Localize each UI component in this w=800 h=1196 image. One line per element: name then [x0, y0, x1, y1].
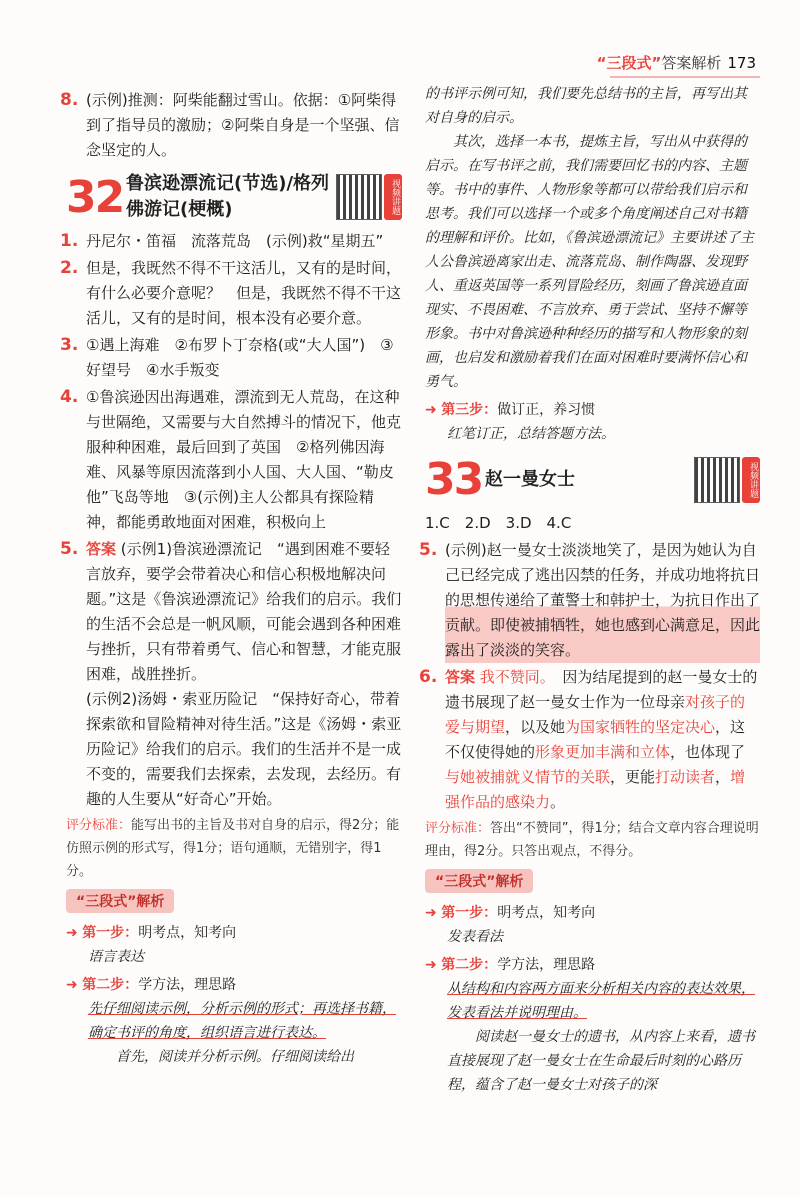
step-title: 明考点，知考向 [138, 925, 237, 941]
arrow-icon: ➜ [66, 925, 78, 941]
analysis-paragraph: 其次，选择一本书，提炼主旨，写出从中获得的启示。在写书评之前，我们需要回忆书的内容、主题等。书中的事件、人物形象等都可以带给我们启示和思考。我们可以选择一个或多个角度阐述自己对书籍的理解和评价。比如，《鲁滨逊漂流记》主要讲述了主人公鲁滨逊离家出走、流落荒岛、制作陶器、发现野人、重返英国等一系列冒险经历，刻画了鲁滨逊直面现实、不畏困难、不言放弃、勇于尝试、坚持不懈等形象。书中对鲁滨逊种种经历的描写和人物形象的刻画，也启发和激励着我们在面对困难时要满怀信心和勇气。 [425, 134, 754, 390]
key-phrase: 打动读者 [655, 768, 716, 786]
item-number: 8. [60, 90, 79, 110]
header-label: 答案解析 [661, 54, 722, 72]
text-segment: ，以及她 [505, 718, 566, 736]
text-segment: ， [715, 768, 731, 786]
answer-item-2 [60, 256, 402, 331]
step-title: 明考点，知考向 [497, 905, 596, 921]
item-number: 5. [60, 539, 79, 559]
item-number: 6. [419, 667, 438, 687]
step-label: 第一步： [441, 905, 498, 921]
section-number: 33 [425, 454, 483, 505]
step-3 [425, 398, 760, 422]
item-number: 3. [60, 335, 79, 355]
video-badge: 视频讲题 [384, 174, 402, 220]
item-number: 4. [60, 387, 79, 407]
arrow-icon: ➜ [66, 977, 78, 993]
answer-item-6 [419, 665, 760, 815]
answer-item-3 [60, 333, 402, 383]
step-note: 发表看法 [447, 929, 503, 945]
text-segment: ，这不仅使得她的 [445, 718, 746, 761]
step-label: 第二步： [82, 977, 139, 993]
item-text: ①遇上海难 ②布罗卜丁奈格(或“大人国”) ③好望号 ④水手叛变 [86, 336, 394, 379]
arrow-icon: ➜ [425, 905, 437, 921]
page-number: 173 [727, 54, 756, 72]
item-text: 丹尼尔・笛福 流落荒岛 (示例)救“星期五” [86, 232, 384, 250]
text-segment: 。 [550, 793, 566, 811]
step-title: 学方法，理思路 [497, 957, 596, 973]
answer-item-1 [60, 229, 402, 254]
key-phrase: 与她被捕就义情节的关联 [445, 768, 611, 786]
section-32-header [66, 171, 402, 223]
step-note: 从结构和内容两方面来分析相关内容的表达效果，发表看法并说明理由。 [447, 981, 755, 1021]
scoring-label: 评分标准： [425, 821, 491, 836]
right-column [419, 82, 761, 1097]
step-title: 学方法，理思路 [138, 977, 237, 993]
step-1 [66, 921, 402, 945]
step-label: 第二步： [441, 957, 498, 973]
step-note: 先仔细阅读示例，分析示例的形式；再选择书籍，确定书评的角度，组织语言进行表达。 [88, 1001, 396, 1041]
text-segment: ，更能 [610, 768, 656, 786]
item-text: (示例)赵一曼女士淡淡地笑了，是因为她认为自己已经完成了逃出囚禁的任务，并成功地将抗日的思想传递给了董警士和韩护士，为抗日作出了贡献。即使被捕牺牲，她也感到心满意足，因此露出了淡淡的笑容。 [445, 538, 760, 663]
step-2 [66, 973, 402, 997]
step-note: 红笔订正，总结答题方法。 [447, 426, 615, 442]
arrow-icon: ➜ [425, 402, 437, 418]
section-33-header [425, 454, 760, 505]
scoring-label: 评分标准： [66, 818, 132, 833]
left-column [60, 88, 402, 1069]
answer-item-5 [60, 537, 402, 812]
answer-items-1-4: 1.C 2.D 3.D 4.C [425, 514, 572, 532]
qr-code-icon[interactable] [694, 457, 740, 503]
item-number: 2. [60, 258, 79, 278]
text-segment: ，也体现了 [670, 743, 746, 761]
item-text: 但是，我既然不得不干这活儿，又有的是时间，有什么必要介意呢？ 但是，我既然不得不干这活儿，又有的是时间，根本没有必要介意。 [86, 259, 402, 327]
step-title: 做订正，养习惯 [497, 402, 596, 418]
answer-tag: 答案 [445, 668, 476, 686]
analysis-badge: “三段式”解析 [66, 889, 174, 913]
item-number: 1. [60, 231, 79, 251]
video-badge: 视频讲题 [742, 457, 760, 503]
item-number: 5. [419, 540, 438, 560]
example-1: (示例1)鲁滨逊漂流记 “遇到困难不要轻言放弃，要学会带着决心和信心积极地解决问题。”这是《鲁滨逊漂流记》给我们的启示。我们的生活不会总是一帆风顺，可能会遇到各种困难与挫折，只有带着勇气、信心和智慧，才能克服困难，战胜挫折。 [86, 540, 402, 683]
answer-stance: 我不赞同。 [479, 668, 548, 686]
scoring-standard [66, 814, 402, 883]
header-rule [610, 76, 760, 78]
step-1 [425, 901, 760, 925]
answer-item-4 [60, 385, 402, 535]
key-phrase: 增强作品的感染力 [445, 768, 746, 811]
item-text: (示例)推测：阿柴能翻过雪山。依据：①阿柴得到了指导员的激励；②阿柴自身是一个坚强、信念坚定的人。 [86, 91, 400, 159]
answer-item-5 [419, 538, 761, 663]
key-phrase: 对孩子的爱与期望 [445, 693, 746, 736]
qr-code-icon[interactable] [336, 174, 382, 220]
analysis-text: 首先，阅读并分析示例。仔细阅读给出 [116, 1049, 354, 1065]
analysis-text: 阅读赵一曼女士的遗书，从内容上来看，遗书直接展现了赵一曼女士在生命最后时刻的心路历程，蕴含了赵一曼女士对孩子的深 [447, 1029, 755, 1093]
answer-tag: 答案 [86, 540, 117, 558]
analysis-badge: “三段式”解析 [425, 869, 533, 893]
page-header [597, 52, 756, 73]
analysis-continued: 的书评示例可知，我们要先总结书的主旨，再写出其对自身的启示。 [425, 86, 747, 126]
scoring-standard [425, 817, 760, 863]
section-number: 32 [66, 171, 124, 223]
key-phrase: 为国家牺牲的坚定决心 [565, 718, 716, 736]
key-phrase: 形象更加丰满和立体 [535, 743, 671, 761]
step-label: 第三步： [441, 402, 498, 418]
scoring-text: 答出“不赞同”，得1分；结合文章内容合理说明理由，得2分。只答出观点，不得分。 [425, 821, 759, 859]
text-segment: 因为结尾提到的赵一曼女士的遗书展现了赵一曼女士作为一位母亲 [445, 668, 758, 711]
section-title: 赵一曼女士 [485, 468, 575, 490]
item-text: ①鲁滨逊因出海遇难，漂流到无人荒岛，在这种与世隔绝，又需要与大自然搏斗的情况下，他克服种种困难，最后回到了英国 ②格列佛因海难、风暴等原因流落到小人国、大人国、“勒皮他”飞岛等地 ③(示例)主人公都具有探险精神，都能勇敢地面对困难，积极向上 [86, 388, 402, 531]
arrow-icon: ➜ [425, 957, 437, 973]
scoring-text: 能写出书的主旨及书对自身的启示，得2分；能仿照示例的形式写，得1分；语句通顺，无错别字，得1分。 [66, 818, 400, 879]
header-brand: “三段式” [596, 54, 662, 72]
section-title: 鲁滨逊漂流记(节选)/格列佛游记(梗概) [126, 173, 330, 220]
answer-item-8 [60, 88, 402, 163]
step-note: 语言表达 [88, 949, 144, 965]
step-label: 第一步： [82, 925, 139, 941]
step-2 [425, 953, 760, 977]
example-2: (示例2)汤姆・索亚历险记 “保持好奇心，带着探索欲和冒险精神对待生活。”这是《汤姆・索亚历险记》给我们的启示。我们的生活并不是一成不变的，需要我们去探索，去发现，去经历。有趣的人生要从“好奇心”开始。 [86, 690, 402, 808]
